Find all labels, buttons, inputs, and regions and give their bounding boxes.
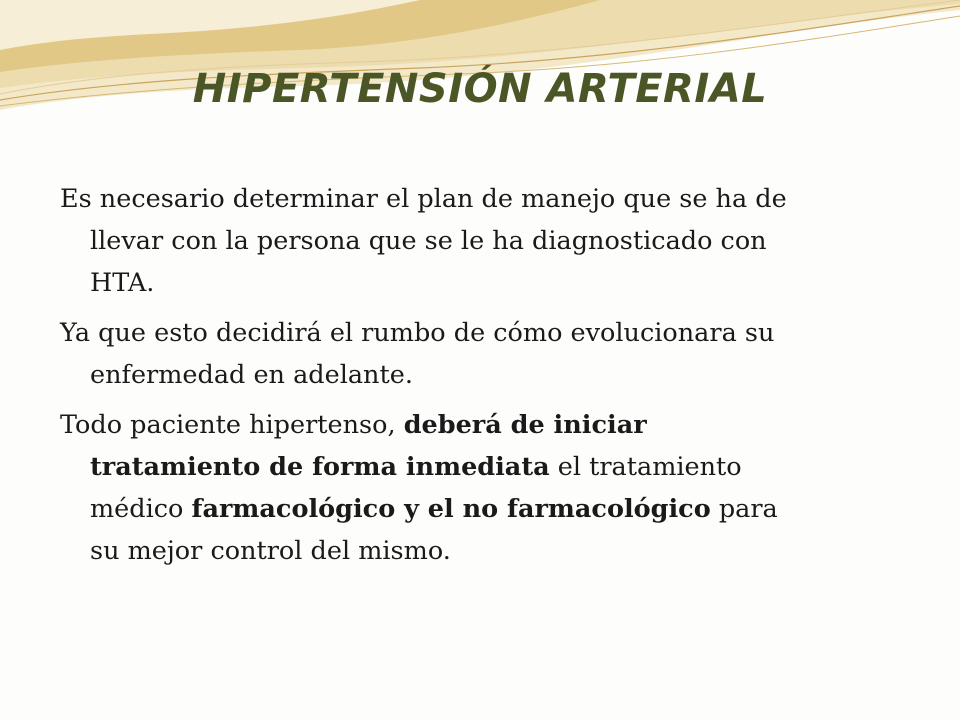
paragraph-3 <box>60 404 900 572</box>
paragraph-2 <box>60 312 900 396</box>
paragraph-3-emphasis: tratamiento de forma inmediata <box>90 452 550 482</box>
paragraph-2-line-2: enfermedad en adelante. <box>90 360 413 390</box>
slide-title: HIPERTENSIÓN ARTERIAL <box>192 66 768 112</box>
paragraph-3-text: el tratamiento <box>549 452 742 482</box>
paragraph-3-line-1 <box>60 404 900 446</box>
paragraph-1-line-1: Es necesario determinar el plan de manejo que se ha de <box>60 184 787 214</box>
paragraph-1-line-2: llevar con la persona que se le ha diagnosticado con <box>90 226 767 256</box>
paragraph-1-line-3: HTA. <box>90 268 155 298</box>
paragraph-3-emphasis: deberá de iniciar <box>403 410 647 440</box>
paragraph-3-line-2 <box>60 446 900 488</box>
paragraph-3-text: médico <box>90 494 192 524</box>
paragraph-3-line-3 <box>60 488 900 530</box>
paragraph-3-text: para <box>710 494 778 524</box>
slide-body <box>60 178 900 580</box>
paragraph-1 <box>60 178 900 304</box>
paragraph-3-emphasis: farmacológico y el no farmacológico <box>191 494 711 524</box>
paragraph-3-text: Todo paciente hipertenso, <box>60 410 404 440</box>
paragraph-2-line-1: Ya que esto decidirá el rumbo de cómo evolucionara su <box>60 318 775 348</box>
paragraph-3-line-4: su mejor control del mismo. <box>90 536 451 566</box>
